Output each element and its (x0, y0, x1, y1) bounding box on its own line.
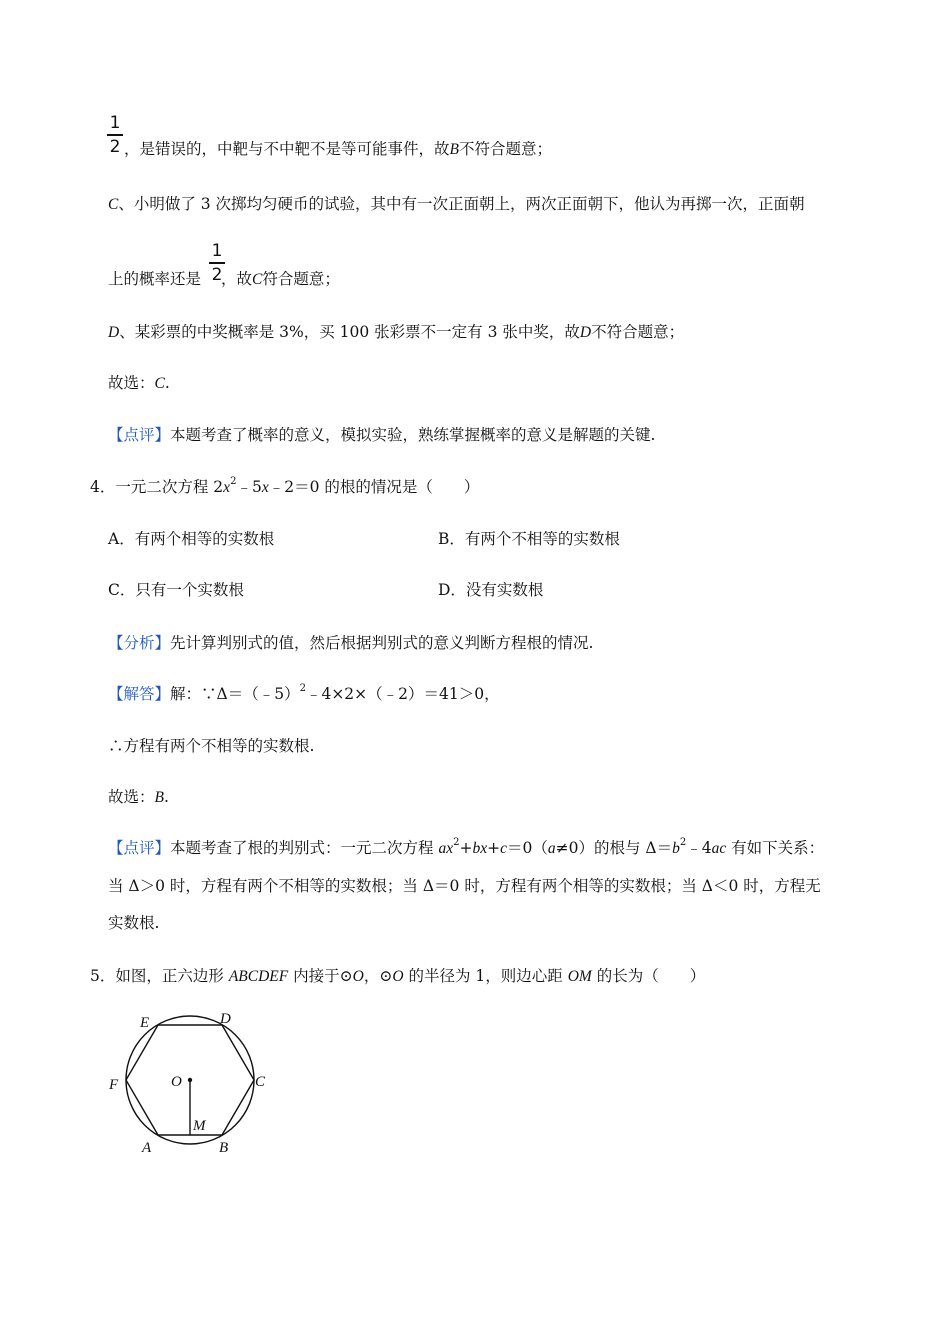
hexagon-figure (100, 1005, 280, 1160)
answer-4: 【解答】解：∵Δ＝（﹣5）$^2$﹣4×2×（﹣2）＝41＞0， (108, 682, 500, 703)
fraction-denominator: 2 (109, 136, 121, 157)
comment-tag: 【点评】 (108, 839, 171, 857)
answer-tag: 【解答】 (108, 685, 171, 703)
option-b[interactable]: B．有两个不相等的实数根 (438, 530, 620, 548)
fraction-numerator: 1 (109, 113, 121, 133)
conclusion-4: ∴方程有两个不相等的实数根. (108, 737, 315, 755)
fraction-one-half-2: 1 2 (209, 242, 225, 284)
option-c[interactable]: C．只有一个实数根 (108, 581, 244, 599)
fraction-bar (107, 134, 123, 136)
fraction-one-half (107, 114, 123, 156)
part-d-line: D、某彩票的中奖概率是 3%，买 100 张彩票不一定有 3 张中奖，故D不符合题意； (108, 323, 685, 341)
question-5-stem: 5．如图，正六边形 ABCDEF 内接于⊙O，⊙O 的半径为 1，则边心距 OM 的长为（ ） (90, 967, 706, 985)
label-e: E (140, 1015, 150, 1031)
analysis-4: 【分析】先计算判别式的值，然后根据判别式的意义判断方程根的情况. (108, 634, 594, 652)
choice-3: 故选：C. (108, 374, 170, 392)
label-d: D (220, 1011, 231, 1027)
analysis-tag: 【分析】 (108, 634, 171, 652)
comment-4-line3: 实数根. (108, 914, 160, 932)
comment-tag: 【点评】 (108, 426, 171, 444)
label-m: M (193, 1118, 206, 1134)
comment-4-line1: 【点评】本题考查了根的判别式：一元二次方程 $ax^2+bx+c=0(a\ne 0)$的根与 $\Delta=b^2﹣4ac$ 有如下关系： (108, 836, 825, 857)
option-d[interactable]: D．没有实数根 (438, 581, 544, 599)
label-a: A (142, 1140, 152, 1156)
choice-4: 故选：B. (108, 788, 169, 806)
comment-3: 【点评】本题考查了概率的意义，模拟实验，熟练掌握概率的意义是解题的关键. (108, 426, 656, 444)
part-b-line: ，是错误的，中靶与不中靶不是等可能事件，故B不符合题意； (124, 140, 552, 158)
label-c: C (255, 1074, 266, 1090)
part-c-line2: 上的概率还是 ，故C符合题意； (108, 270, 340, 288)
label-o: O (171, 1074, 182, 1090)
part-c-line1: C、小明做了 3 次掷均匀硬币的试验，其中有一次正面朝上，两次正面朝下，他认为再掷一次，正面朝 (108, 195, 805, 213)
label-f: F (109, 1077, 119, 1093)
comment-4-line2: 当 Δ＞0 时，方程有两个不相等的实数根；当 Δ＝0 时，方程有两个相等的实数根；当 Δ＜0 时，方程无 (108, 877, 821, 895)
label-b: B (219, 1140, 229, 1156)
option-a[interactable]: A．有两个相等的实数根 (108, 530, 275, 548)
center-point (188, 1078, 192, 1082)
question-4-stem: 4．一元二次方程 $2x^2﹣5x﹣2=0$ 的根的情况是（ ） (90, 475, 480, 496)
